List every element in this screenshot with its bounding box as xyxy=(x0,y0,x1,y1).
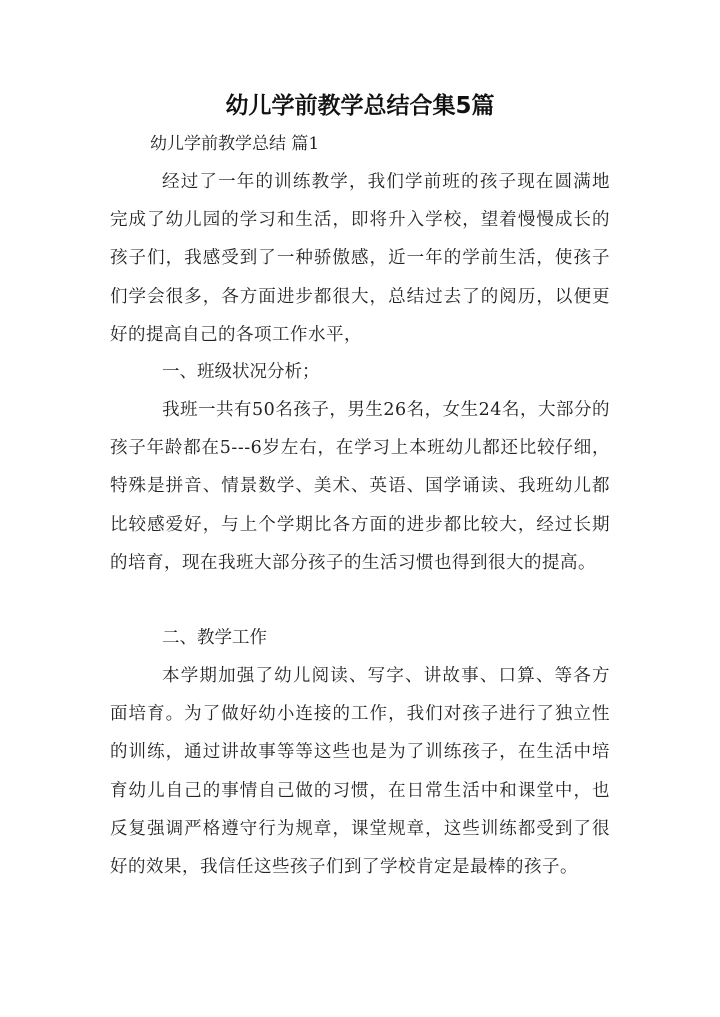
paragraph-intro: 经过了一年的训练教学，我们学前班的孩子现在圆满地完成了幼儿园的学习和生活，即将升入学校，望着慢慢成长的孩子们，我感受到了一种骄傲感，近一年的学前生活，使孩子们学会很多，各方面进步都很大，总结过去了的阅历，以便更好的提高自己的各项工作水平， xyxy=(110,172,610,345)
heading-teaching-work: 二、教学工作 xyxy=(162,628,267,648)
document-title: 幼儿学前教学总结合集5篇 xyxy=(225,93,495,119)
paragraph-class-analysis: 我班一共有50名孩子，男生26名，女生24名，大部分的孩子年龄都在5---6岁左右，在学习上本班幼儿都还比较仔细，特殊是拼音、情景数学、美术、英语、国学诵读、我班幼儿都比较感爱好，与上个学期比各方面的进步都比较大，经过长期的培育，现在我班大部分孩子的生活习惯也得到很大的提高。 xyxy=(110,400,610,573)
paragraph-teaching-work: 本学期加强了幼儿阅读、写字、讲故事、口算、等各方面培育。为了做好幼小连接的工作，我们对孩子进行了独立性的训练，通过讲故事等等这些也是为了训练孩子，在生活中培育幼儿自己的事情自己做的习惯，在日常生活中和课堂中，也反复强调严格遵守行为规章，课堂规章，这些训练都受到了很好的效果，我信任这些孩子们到了学校肯定是最棒的孩子。 xyxy=(110,666,610,878)
heading-class-analysis: 一、班级状况分析； xyxy=(162,362,320,382)
section-subtitle: 幼儿学前教学总结 篇1 xyxy=(150,134,320,154)
